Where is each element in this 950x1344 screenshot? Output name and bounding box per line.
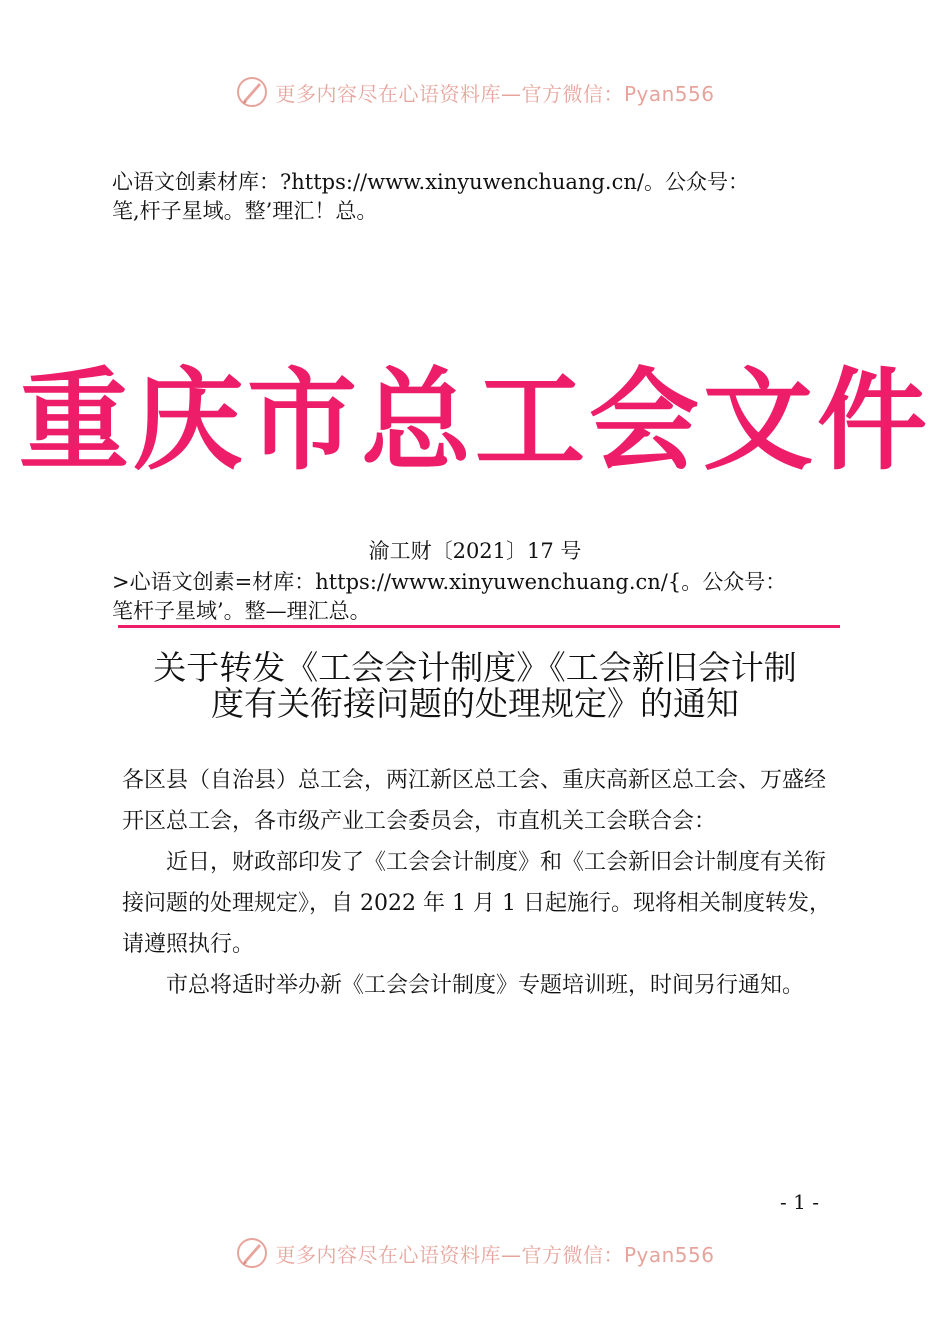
document-body [122, 760, 834, 1006]
document-number: 渝工财〔2021〕17 号 [368, 539, 582, 563]
watermark-text: 更多内容尽在心语资料库—官方微信：Pyan556 [275, 1242, 715, 1267]
quill-logo-icon [235, 1236, 269, 1270]
source-note-middle [112, 568, 872, 626]
document-masthead: 重庆市总工会文件 [19, 357, 931, 485]
addressee-paragraph: 各区县（自治县）总工会，两江新区总工会、重庆高新区总工会、万盛经开区总工会，各市级产业工会委员会，市直机关工会联合会： [122, 768, 827, 834]
title-line: 度有关衔接问题的处理规定》的通知 [211, 684, 739, 723]
red-divider-line [118, 625, 840, 628]
source-note-line: 笔杆子星域’。整—理汇总。 [112, 599, 371, 623]
source-note-line: 心语文创素材库：?https://www.xinyuwenchuang.cn/。公众号： [112, 170, 749, 194]
body-paragraph: 近日，财政部印发了《工会会计制度》和《工会新旧会计制度有关衔接问题的处理规定》，自 2022 年 1 月 1 日起施行。现将相关制度转发，请遵照执行。 [122, 850, 831, 957]
quill-logo-icon [235, 75, 269, 109]
watermark-text: 更多内容尽在心语资料库—官方微信：Pyan556 [275, 81, 715, 106]
source-note-line: 笔,杆子星域。整’理汇！总。 [112, 199, 378, 223]
source-note-line: >心语文创素=材库：https://www.xinyuwenchuang.cn/{。公众号： [112, 570, 787, 594]
source-note-top [112, 168, 872, 226]
body-paragraph: 市总将适时举办新《工会会计制度》专题培训班，时间另行通知。 [166, 973, 805, 998]
document-title [110, 650, 840, 722]
page-number: - 1 - [780, 1190, 819, 1214]
title-line: 关于转发《工会会计制度》《工会新旧会计制 [153, 648, 797, 687]
watermark-footer [0, 1233, 950, 1273]
watermark-header [0, 72, 950, 112]
